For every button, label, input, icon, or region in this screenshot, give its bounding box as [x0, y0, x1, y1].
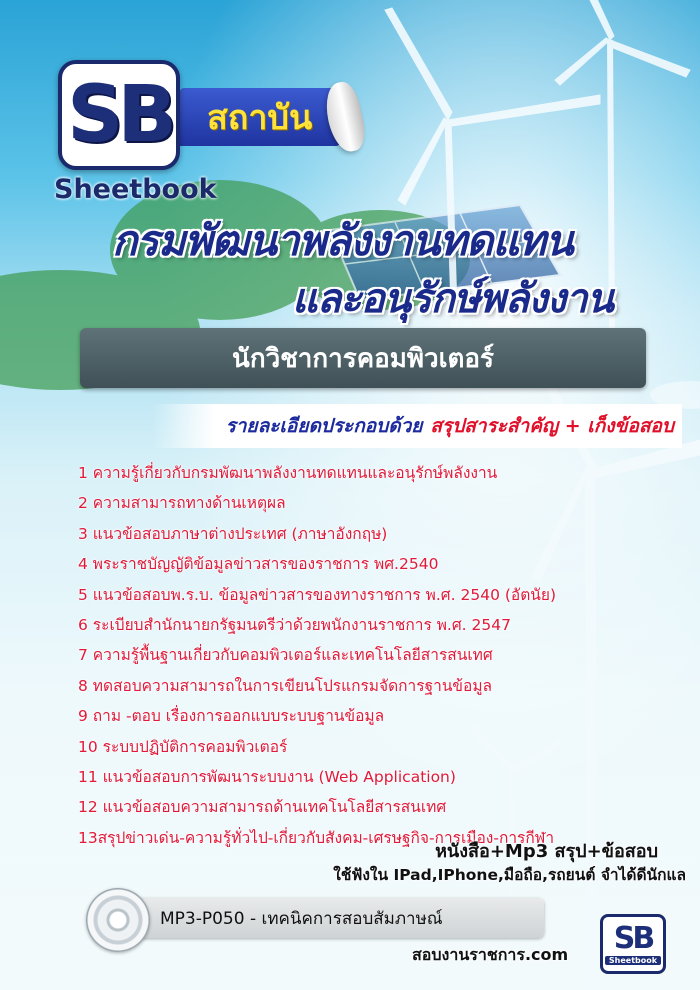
agency-title-line-2: และอนุรักษ์พลังงาน [292, 276, 613, 322]
institute-banner-text: สถาบัน [207, 98, 313, 138]
promo-headline: หนังสือ+Mp3 สรุป+ข้อสอบ [435, 841, 658, 862]
sb-mini-logo [600, 914, 666, 974]
website-url: สอบงานราชการ.com [412, 945, 569, 964]
agency-title-line-1: กรมพัฒนาพลังงานทดแทน [112, 216, 573, 265]
details-lead: รายละเอียดประกอบด้วย [225, 415, 423, 437]
sb-mini-logo-letters: SB [613, 920, 653, 956]
position-banner [80, 328, 646, 388]
topic-item: 3 แนวข้อสอบภาษาต่างประเทศ (ภาษาอังกฤษ) [78, 524, 388, 543]
topic-item: 5 แนวข้อสอบพ.ร.บ. ข้อมูลข่าวสารของทางราชการ พ.ศ. 2540 (อัตนัย) [78, 585, 557, 604]
promo-subline: ใช้ฟังใน IPad,IPhone,มือถือ,รถยนต์ จำได้ดีนักแล [333, 866, 686, 884]
topic-item: 6 ระเบียบสำนักนายกรัฐมนตรีว่าด้วยพนักงานราชการ พ.ศ. 2547 [78, 615, 511, 634]
mp3-title: MP3-P050 - เทคนิคการสอบสัมภาษณ์ [160, 908, 443, 929]
topic-item: 10 ระบบปฏิบัติการคอมพิวเตอร์ [78, 737, 288, 756]
topic-item: 1 ความรู้เกี่ยวกับกรมพัฒนาพลังงานทดแทนและอนุรักษ์พลังงาน [78, 464, 498, 482]
topic-item: 12 แนวข้อสอบความสามารถด้านเทคโนโลยีสารสนเทศ [78, 798, 447, 817]
details-accent: สรุปสาระสำคัญ + เก็งข้อสอบ [430, 415, 674, 437]
brand-name: Sheetbook [54, 174, 217, 205]
sb-logo-letters: SB [67, 70, 171, 160]
topic-item: 7 ความรู้พื้นฐานเกี่ยวกับคอมพิวเตอร์และเทคโนโลยีสารสนเทศ [78, 646, 493, 665]
topic-item: 4 พระราชบัญญัติข้อมูลข่าวสารของราชการ พศ.2540 [78, 555, 439, 574]
sb-mini-logo-brand: Sheetbook [605, 956, 661, 965]
mp3-banner [134, 898, 544, 938]
topic-item: 11 แนวข้อสอบการพัฒนาระบบงาน (Web Application) [78, 767, 456, 786]
topic-item: 9 ถาม -ตอบ เรื่องการออกแบบระบบฐานข้อมูล [78, 707, 385, 726]
topic-item: 2 ความสามารถทางด้านเหตุผล [78, 494, 286, 513]
position-title: นักวิชาการคอมพิวเตอร์ [232, 343, 494, 374]
topic-list [78, 458, 638, 853]
details-banner [152, 404, 682, 448]
topic-item: 8 ทดสอบความสามารถในการเขียนโปรแกรมจัดการฐานข้อมูล [78, 676, 493, 695]
institute-banner [172, 88, 348, 146]
sb-logo-box [58, 60, 180, 170]
topic-item: 13สรุปข่าวเด่น-ความรู้ทั่วไป-เกี่ยวกับสังคม-เศรษฐกิจ-การเมือง-การกีฬา [78, 828, 555, 847]
cd-disc-icon [86, 888, 150, 952]
institute-logo [54, 60, 328, 210]
